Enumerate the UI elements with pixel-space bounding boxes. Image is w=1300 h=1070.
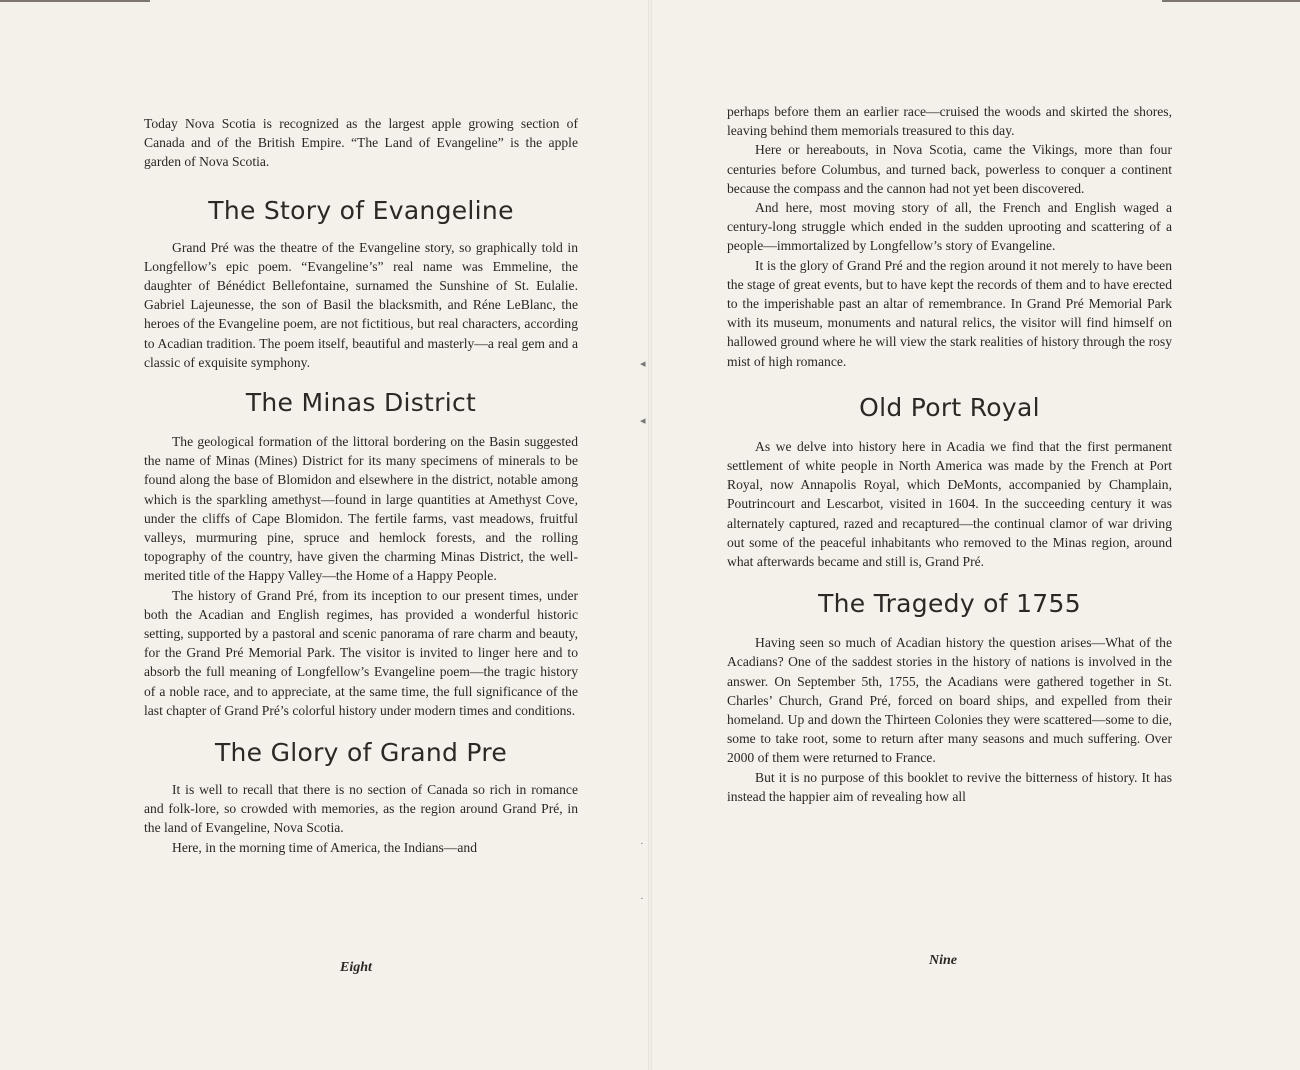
paragraph: Here, in the morning time of America, the Indians—and	[172, 839, 478, 855]
heading-old-port-royal: Old Port Royal	[859, 392, 1040, 422]
margin-mark: ◂	[640, 358, 646, 370]
paragraph: And here, most moving story of all, the French and English waged a century-long struggle which ended in the sudden uprooting and scattering of a people—immortalized by Longfellow’s story of Evangeline.	[727, 200, 1172, 254]
margin-mark: ◂	[640, 415, 646, 427]
right-page	[652, 0, 1300, 1070]
intro-paragraph: Today Nova Scotia is recognized as the largest apple growing section of Canada and of the British Empire. “The Land of Evangeline” is the apple garden of Nova Scotia.	[144, 116, 578, 170]
paragraph: But it is no purpose of this booklet to revive the bitterness of history. It has instead the happier aim of revealing how all	[727, 769, 1172, 804]
paragraph: The geological formation of the littoral bordering on the Basin suggested the name of Minas (Mines) District for its many specimens of minerals to be found along the base of Blomidon and elsewhere in the district, notable among which is the sparkling amethyst—found in large quantities at Amethyst Cove, under the cliffs of Cape Blomidon. The fertile farms, vast meadows, fruitful valleys, murmuring pine, spruce and hemlock forests, and the rolling topography of the country, have given the charming Minas District, the well-merited title of the Happy Valley—the Home of a Happy People.	[144, 434, 578, 584]
heading-glory-of-grand-pre: The Glory of Grand Pre	[214, 738, 508, 768]
heading-minas-district: The Minas District	[245, 388, 477, 418]
heading-story-of-evangeline: The Story of Evangeline	[208, 195, 514, 225]
margin-mark: ·	[640, 893, 644, 905]
top-edge-line	[0, 0, 150, 2]
page-number-left: Eight	[340, 960, 372, 975]
page-number-right: Nine	[929, 953, 957, 968]
paragraph: It is well to recall that there is no section of Canada so rich in romance and folk-lore, so crowded with memories, as the region around Grand Pré, in the land of Evangeline, Nova Scotia.	[144, 782, 578, 836]
paragraph: It is the glory of Grand Pré and the region around it not merely to have been the stage of great events, but to have kept the records of them and to have erected to the imperishable past an altar of remembrance. In Grand Pré Memorial Park with its museum, monuments and natural relics, the visitor will find himself on hallowed ground where he will view the stark realities of history through the rosy mist of high romance.	[727, 257, 1172, 369]
paragraph: Grand Pré was the theatre of the Evangeline story, so graphically told in Longfellow’s epic poem. “Evangeline’s” real name was Emmeline, the daughter of Bénédict Bellefontaine, surnamed the Sunshine of St. Eulalie. Gabriel Lajeunesse, the son of Basil the blacksmith, and Réne LeBlanc, the heroes of the Evangeline poem, are not fictitious, but real characters, according to Acadian tradition. The poem itself, beautiful and masterly—a real gem and a classic of exquisite symphony.	[144, 239, 578, 370]
margin-mark: ·	[640, 838, 644, 850]
left-page-text-column	[144, 114, 578, 857]
paragraph: Here or hereabouts, in Nova Scotia, came the Vikings, more than four centuries before Columbus, and turned back, powerless to conquer a continent because the compass and the cannon had not yet been discovered.	[727, 142, 1172, 196]
paragraph: The history of Grand Pré, from its inception to our present times, under both the Acadian and English regimes, has provided a wonderful historic setting, supported by a pastoral and scenic panorama of rare charm and beauty, for the Grand Pré Memorial Park. The visitor is invited to linger here and to absorb the full meaning of Longfellow’s Evangeline poem—the tragic history of a noble race, and to appreciate, at the same time, the full significance of the last chapter of Grand Pré’s colorful history under modern times and conditions.	[144, 587, 578, 718]
heading-tragedy-of-1755: The Tragedy of 1755	[818, 589, 1081, 619]
right-page-text-column	[727, 102, 1172, 806]
top-edge-line	[1162, 0, 1300, 2]
paragraph: As we delve into history here in Acadia we find that the first permanent settlement of white people in North America was made by the French at Port Royal, now Annapolis Royal, which DeMonts, accompanied by Champlain, Poutrincourt and Lescarbot, visited in 1604. In the succeeding century it was alternately captured, razed and recaptured—the continual clamor of war driving out some of the peaceful inhabitants who removed to the Minas region, around what afterwards became and still is, Grand Pré.	[727, 438, 1172, 570]
paragraph: Having seen so much of Acadian history the question arises—What of the Acadians? One of the saddest stories in the history of nations is involved in the answer. On September 5th, 1755, the Acadians were gathered together in St. Charles’ Church, Grand Pré, forced on board ships, and expelled from their homeland. Up and down the Thirteen Colonies they were scattered—some to die, some to take root, some to return after many seasons and much suffering. Over 2000 of them were returned to France.	[727, 635, 1172, 766]
paragraph: perhaps before them an earlier race—cruised the woods and skirted the shores, leaving behind them memorials treasured to this day.	[727, 104, 1172, 139]
left-page	[0, 0, 648, 1070]
